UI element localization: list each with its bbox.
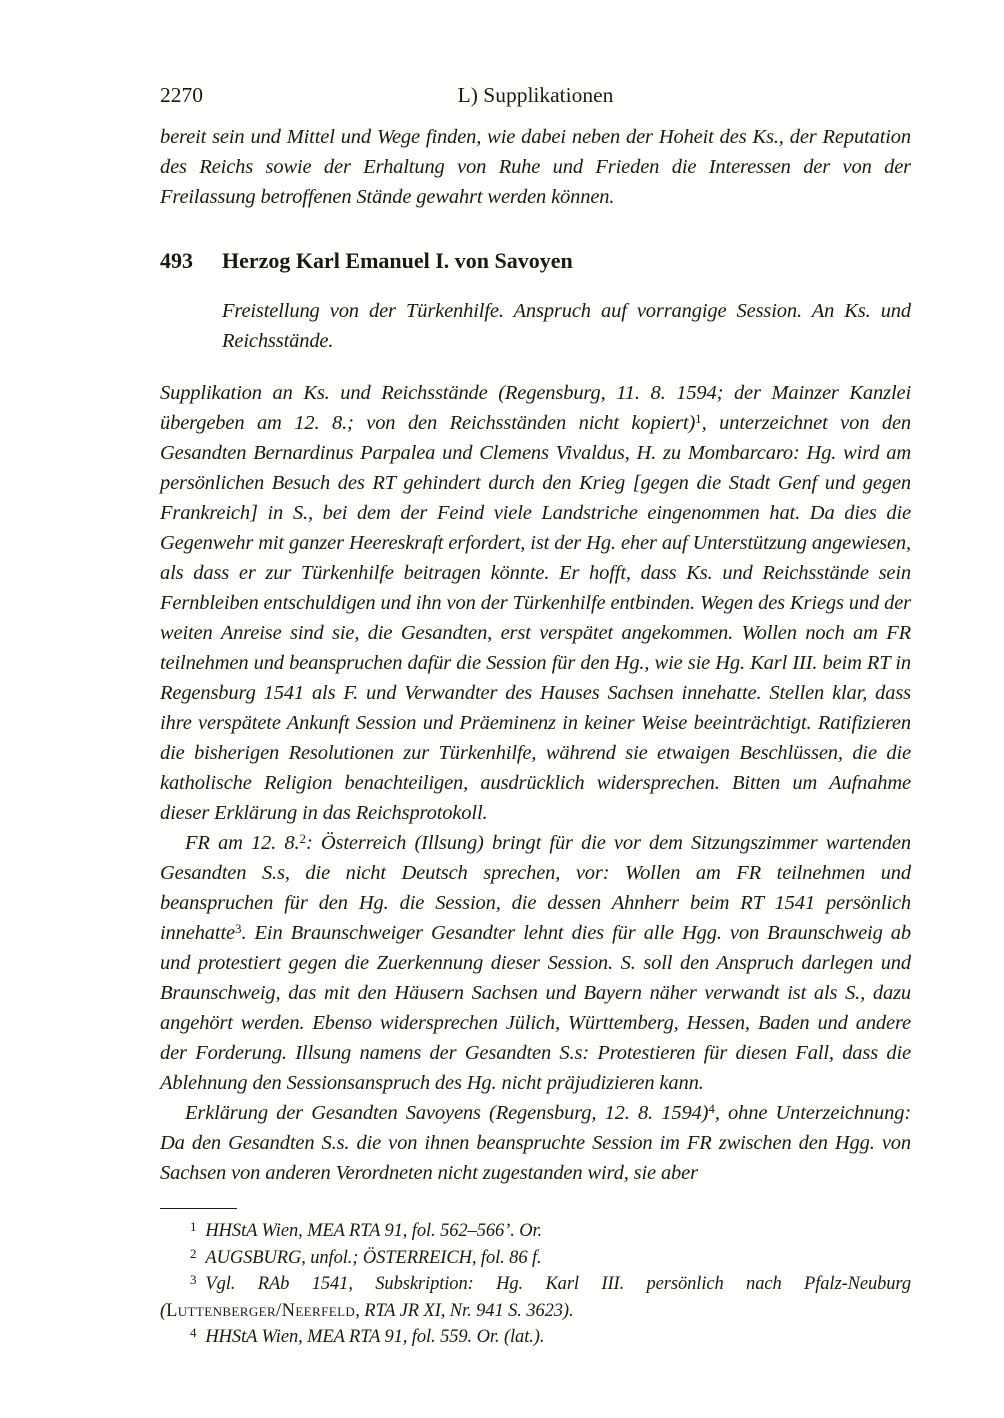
- text-segment: . Ein Braunschweiger Gesandter lehnt dies für alle Hgg. von Braunschweig ab und protestiert gegen die Zuerkennung dieser Session. S. soll den Anspruch darlegen und Braunschweig, das mit den Häusern Sachsen und Bayern näher verwandt ist als S., dazu angehört werden. Ebenso widersprechen Jülich, Württemberg, Hessen, Baden und andere der Forderung. Illsung namens der Gesandten S.s: Protestieren für diesen Fall, dass die Ablehnung den Sessionsanspruch des Hg. nicht präjudizieren kann.: [160, 922, 911, 1094]
- running-title: L) Supplikationen: [457, 83, 614, 107]
- footnotes-section: [160, 1208, 911, 1351]
- footnote-ref-3: 3: [234, 921, 242, 936]
- footnote-number: 2: [190, 1245, 197, 1261]
- paragraph-fr: [160, 828, 911, 1098]
- footnote-authors: Luttenberger/Neerfeld: [166, 1300, 356, 1321]
- footnote-3: [160, 1271, 911, 1324]
- footnote-text: AUGSBURG, unfol.; ÖSTERREICH, fol. 86 f.: [205, 1247, 542, 1268]
- footnote-ref-1: 1: [695, 411, 702, 426]
- text-segment: : Österreich (Illsung) bringt für die vor dem Sitzungszimmer wartenden Gesandten S.s, die nicht Deutsch sprechen, vor: Wollen am FR teilnehmen und beanspruchen für den Hg. die Session, die dessen Ahnherr beim RT 1541 persönlich innehatte: [160, 832, 911, 944]
- text-segment: Erklärung der Gesandten Savoyens (Regensburg, 12. 8. 1594): [185, 1102, 709, 1124]
- text-segment: , ohne Unterzeichnung: Da den Gesandten S.s. die von ihnen beanspruchte Session im FR zwischen den Hgg. von Sachsen von anderen Verordneten nicht zugestanden wird, sie aber: [160, 1102, 911, 1184]
- footnote-text: HHStA Wien, MEA RTA 91, fol. 562–566’. Or.: [205, 1221, 543, 1241]
- footnote-text: Vgl. RAb 1541, Subskription: Hg. Karl III. persönlich nach Pfalz-Neuburg (: [160, 1274, 911, 1321]
- footnote-ref-2: 2: [299, 831, 306, 846]
- entry-number: 493: [160, 248, 193, 273]
- footnote-ref-4: 4: [708, 1101, 715, 1116]
- text-segment: Supplikation an Ks. und Reichsstände (Regensburg, 11. 8. 1594; der Mainzer Kanzlei übergeben am 12. 8.; von den Reichsständen nicht kopiert): [160, 382, 911, 434]
- text-segment: FR am 12. 8.: [185, 832, 300, 854]
- entry-heading: [160, 248, 911, 274]
- footnote-4: [160, 1324, 911, 1351]
- intro-paragraph: bereit sein und Mittel und Wege finden, wie dabei neben der Hoheit des Ks., der Reputation des Reichs sowie der Erhaltung von Ruhe und Frieden die Interessen der von der Freilassung betroffenen Stände gewahrt werden können.: [160, 126, 911, 208]
- footnote-number: 3: [190, 1272, 197, 1287]
- footnote-2: [160, 1245, 911, 1272]
- page-number: 2270: [160, 83, 203, 107]
- footnote-1: [160, 1218, 911, 1245]
- footnote-text: , RTA JR XI, Nr. 941 S. 3623).: [355, 1300, 574, 1321]
- entry-abstract: Freistellung von der Türkenhilfe. Anspruch auf vorrangige Session. An Ks. und Reichsstände.: [222, 300, 911, 352]
- footnote-text: HHStA Wien, MEA RTA 91, fol. 559. Or. (lat.).: [205, 1327, 545, 1347]
- footnote-number: 4: [190, 1325, 197, 1340]
- footnote-number: 1: [190, 1219, 197, 1234]
- footnote-rule: [160, 1208, 237, 1209]
- entry-title: Herzog Karl Emanuel I. von Savoyen: [222, 248, 573, 273]
- paragraph-supplikation: [160, 378, 911, 828]
- text-segment: , unterzeichnet von den Gesandten Bernardinus Parpalea und Clemens Vivaldus, H. zu Mombarcaro: Hg. wird am persönlichen Besuch des RT gehindert durch den Krieg [gegen die Stadt Genf und gegen Frankreich] in S., bei dem der Feind viele Landstriche eingenommen hat. Da dies die Gegenwehr mit ganzer Heereskraft erfordert, ist der Hg. eher auf Unterstützung angewiesen, als dass er zur Türkenhilfe beitragen könnte. Er hofft, dass Ks. und Reichsstände sein Fernbleiben entschuldigen und ihn von der Türkenhilfe entbinden. Wegen des Kriegs und der weiten Anreise sind sie, die Gesandten, erst verspätet angekommen. Wollen noch am FR teilnehmen und beanspruchen dafür die Session für den Hg., wie sie Hg. Karl III. beim RT in Regensburg 1541 als F. und Verwandter des Hauses Sachsen innehatte. Stellen klar, dass ihre verspätete Ankunft Session und Präeminenz in keiner Weise beeinträchtigt. Ratifizieren die bisherigen Resolutionen zur Türkenhilfe, während sie etwaigen Beschlüssen, die die katholische Religion benachteiligen, ausdrücklich widersprechen. Bitten um Aufnahme dieser Erklärung in das Reichsprotokoll.: [160, 412, 912, 824]
- paragraph-erklaerung: [160, 1098, 911, 1188]
- page-header: [160, 82, 911, 108]
